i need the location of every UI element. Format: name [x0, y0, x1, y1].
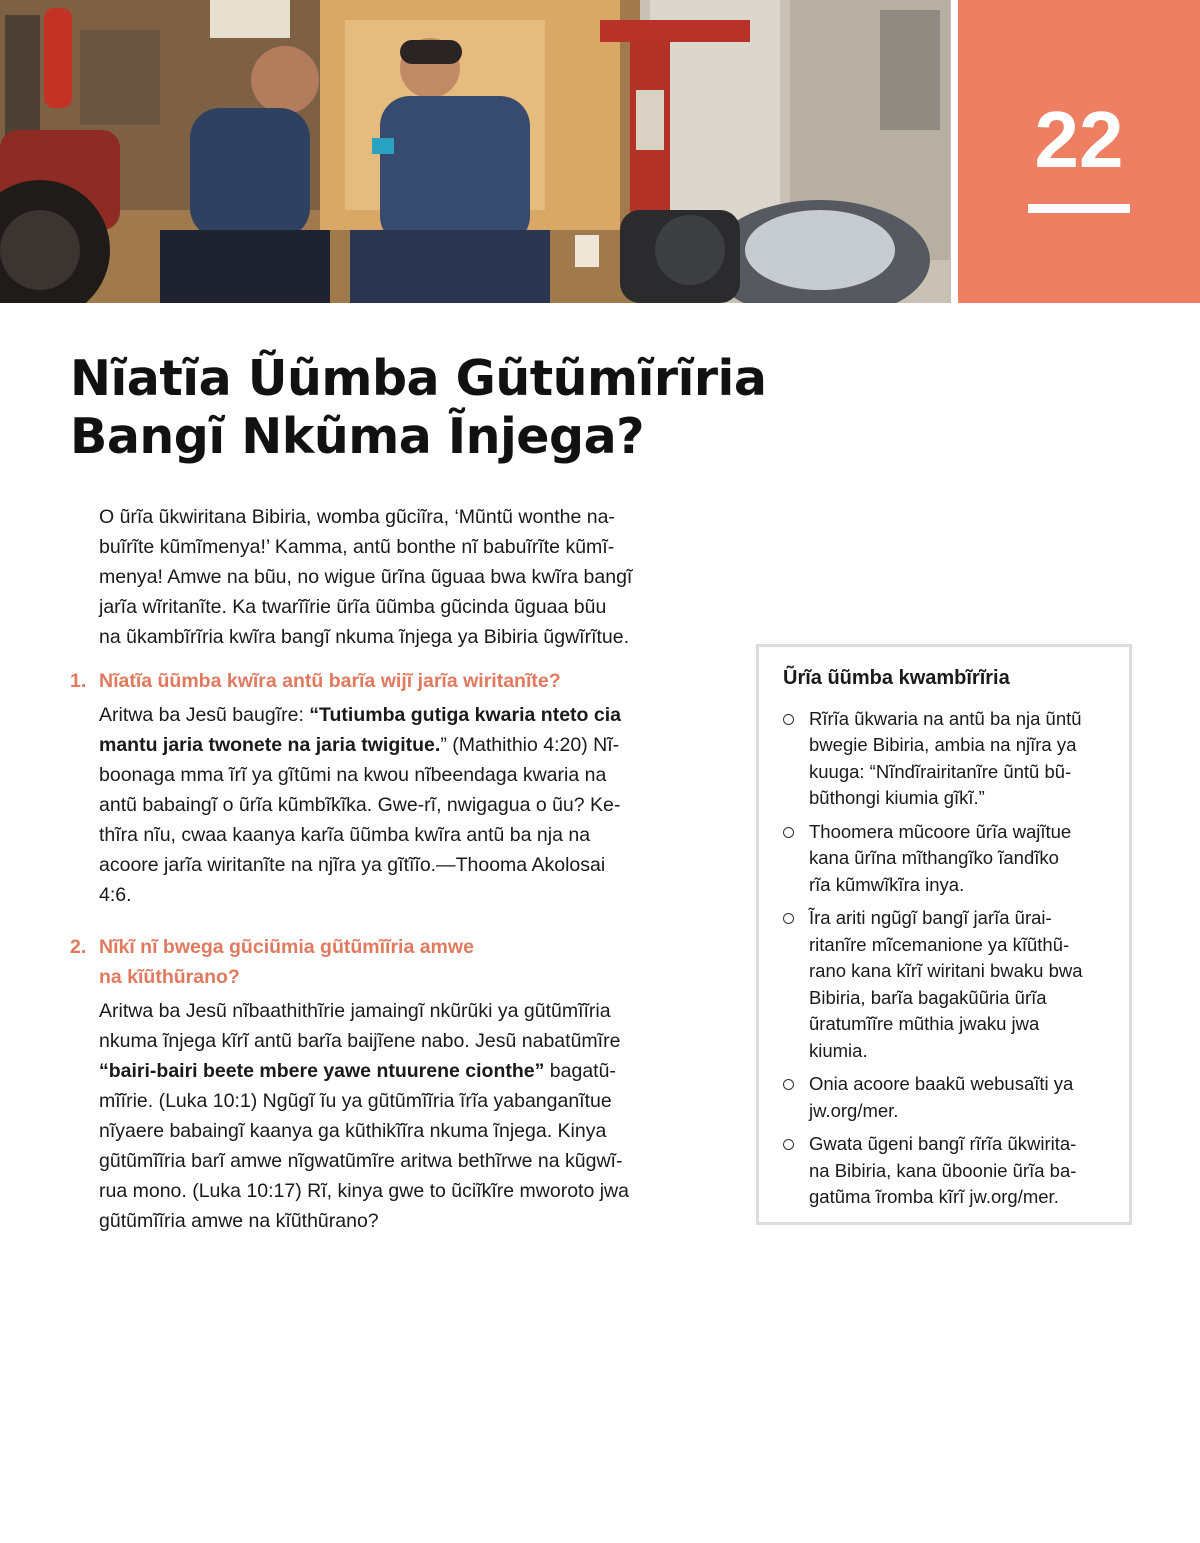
- question-number: 1.: [70, 670, 87, 692]
- question-2: [70, 932, 720, 992]
- title-line: Bangĩ Nkũma Ĩnjega?: [70, 408, 645, 465]
- scripture-reference: ” (Mathithio 4:20) Nĩ-: [440, 734, 620, 756]
- page-title: [70, 350, 770, 466]
- intro-paragraph: [70, 502, 720, 652]
- chapter-number-box: [958, 0, 1200, 303]
- text-line: antũ babaingĩ o ũrĩa kũmbĩkĩka. Gwe-rĩ, nwigagua o ũu? Ke-: [99, 794, 621, 816]
- bullet-circle-icon: [783, 913, 794, 924]
- text-line: O ũrĩa ũkwiritana Bibiria, womba gũciĩra, ‘Mũntũ wonthe na-: [99, 506, 615, 528]
- question-number: 2.: [70, 936, 87, 958]
- tip-item: Onia acoore baakũ webusaĩti ya jw.org/mer.: [783, 1071, 1107, 1124]
- text-line: nĩyaere babaingĩ kaanya ga kũthikĩĩra nkuma ĩnjega. Kinya: [99, 1120, 607, 1142]
- tip-item: Gwata ũgeni bangĩ rĩrĩa ũkwirita- na Bibiria, kana ũboonie ũrĩa ba- gatũma ĩromba kĩrĩ jw.org/mer.: [783, 1131, 1107, 1211]
- text-line: menya! Amwe na bũu, no wigue ũrĩna ũguaa bwa kwĩra bangĩ: [99, 566, 633, 588]
- tips-sidebar: [756, 644, 1132, 1225]
- answer-paragraph-2: [70, 996, 720, 1236]
- tip-item: Rĩrĩa ũkwaria na antũ ba nja ũntũ bwegie Bibiria, ambia na njĩra ya kuuga: “Nĩndĩrairitanĩre ũntũ bũ- bũthongi kiumia gĩkĩ.”: [783, 706, 1107, 812]
- answer-paragraph-1: [70, 700, 720, 910]
- bullet-circle-icon: [783, 1139, 794, 1150]
- text-line: na ũkambĩrĩria kwĩra bangĩ nkuma ĩnjega ya Bibiria ũgwĩrĩtue.: [99, 626, 630, 648]
- sidebar-title: Ũrĩa ũũmba kwambĩrĩria: [783, 667, 1010, 689]
- question-text: Nĩkĩ nĩ bwega gũciũmia gũtũmĩĩria amwe: [99, 936, 474, 958]
- text-line: gũtũmĩĩria amwe na kĩũthũrano?: [99, 1210, 379, 1232]
- tips-list: [783, 706, 1107, 1211]
- text-line: Aritwa ba Jesũ nĩbaathithĩrie jamaingĩ nkũrũki ya gũtũmĩĩria: [99, 1000, 611, 1022]
- text-line: nkuma ĩnjega kĩrĩ antũ barĩa baijĩene nabo. Jesũ nabatũmĩre: [99, 1030, 621, 1052]
- text-line: thĩra nĩu, cwaa kaanya karĩa ũũmba kwĩra antũ ba nja na: [99, 824, 591, 846]
- paragraph-text: Aritwa ba Jesũ baugĩre:: [99, 704, 310, 726]
- text-line: jarĩa wĩritanĩte. Ka twarĩĩrie ũrĩa ũũmba gũcinda ũguaa bũu: [99, 596, 607, 618]
- tip-item: Thoomera mũcoore ũrĩa wajĩtue kana ũrĩna mĩthangĩko ĩandĩko rĩa kũmwĩkĩra inya.: [783, 819, 1107, 899]
- main-content: [70, 502, 720, 1236]
- chapter-number: 22: [1034, 95, 1124, 184]
- question-text: Nĩatĩa ũũmba kwĩra antũ barĩa wijĩ jarĩa wiritanĩte?: [99, 670, 561, 692]
- paragraph-text: bagatũ-: [544, 1060, 616, 1082]
- scripture-quote: mantu jaria twonete na jaria twigitue.: [99, 734, 441, 756]
- text-line: acoore jarĩa wiritanĩte na njĩra ya gĩtĩĩo.—Thooma Akolosai: [99, 854, 606, 876]
- scripture-quote: “bairi-bairi beete mbere yawe ntuurene cionthe”: [99, 1060, 545, 1082]
- title-line: Nĩatĩa Ũũmba Gũtũmĩrĩria: [70, 350, 767, 407]
- scripture-quote: “Tutiumba gutiga kwaria nteto cia: [309, 704, 621, 726]
- text-line: boonaga mma ĩrĩ ya gĩtũmi na kwou nĩbeendaga kwaria na: [99, 764, 607, 786]
- text-line: 4:6.: [99, 884, 132, 906]
- text-line: mĩĩrie. (Luka 10:1) Ngũgĩ ĩu ya gũtũmĩĩria ĩrĩa yabanganĩtue: [99, 1090, 612, 1112]
- bullet-circle-icon: [783, 1079, 794, 1090]
- text-line: rua mono. (Luka 10:17) Rĩ, kinya gwe to ũciĩkĩre mworoto jwa: [99, 1180, 629, 1202]
- bullet-circle-icon: [783, 827, 794, 838]
- header-photo: [0, 0, 951, 303]
- chapter-underline: [1028, 204, 1130, 213]
- garage-scene-illustration: [0, 0, 951, 303]
- text-line: gũtũmĩĩria barĩ amwe nĩgwatũmĩre aritwa bethĩrwe na kũgwĩ-: [99, 1150, 623, 1172]
- text-line: buĩrĩte kũmĩmenya!’ Kamma, antũ bonthe nĩ babuĩrĩte kũmĩ-: [99, 536, 615, 558]
- question-1: [70, 666, 720, 696]
- tip-item: Ĩra ariti ngũgĩ bangĩ jarĩa ũrai- ritanĩre mĩcemanione ya kĩũthũ- rano kana kĩrĩ wiritani bwaku bwa Bibiria, barĩa bagakũũria ũrĩa ũratumĩĩre mũthia jwaku jwa kiumia.: [783, 905, 1107, 1064]
- bullet-circle-icon: [783, 714, 794, 725]
- question-text: na kĩũthũrano?: [99, 966, 240, 988]
